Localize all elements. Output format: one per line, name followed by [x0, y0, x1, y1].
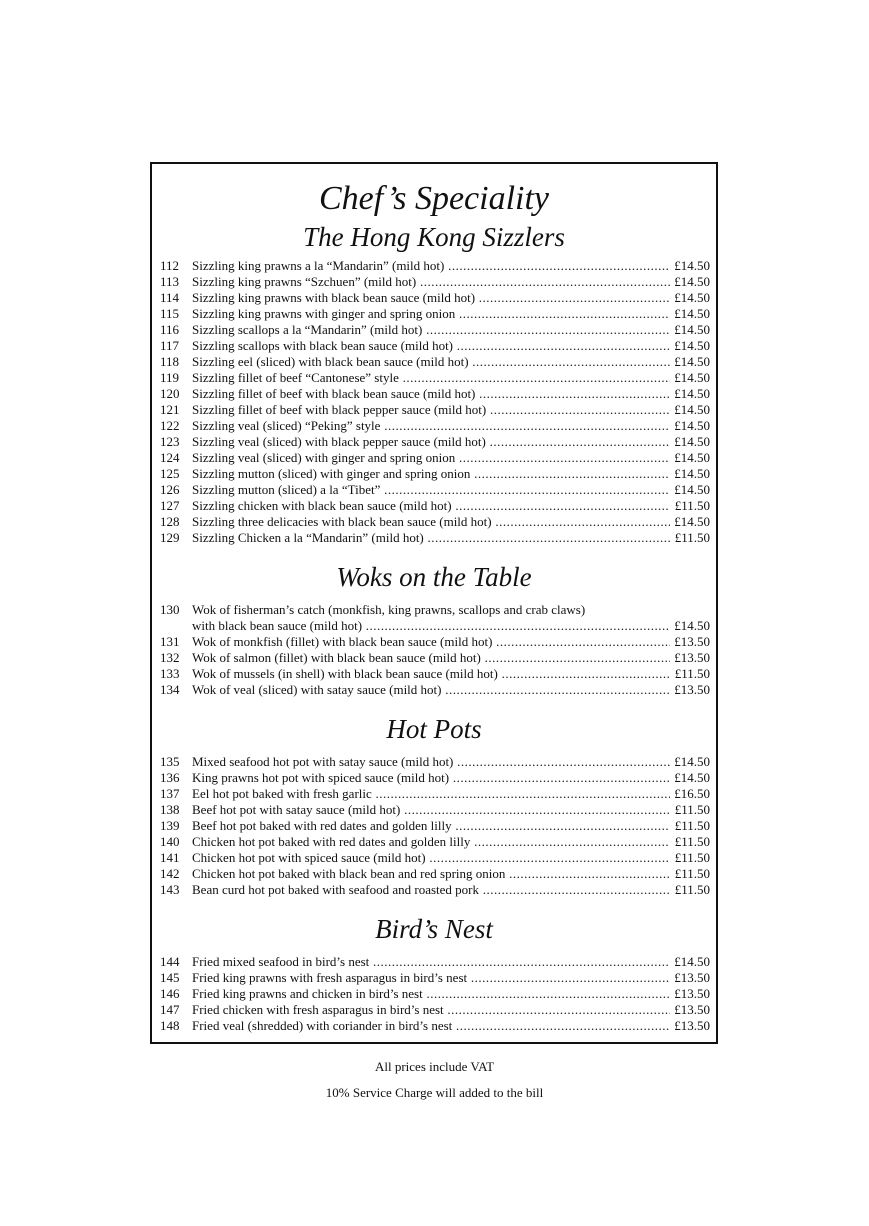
item-name: Sizzling king prawns a la “Mandarin” (mild hot) ..... [192, 258, 670, 274]
item-number: 114 [160, 290, 180, 305]
item-number: 142 [160, 866, 180, 881]
menu-item [160, 1002, 710, 1018]
section-title-woks: Woks on the Table [336, 562, 532, 592]
item-price: £14.50 [670, 290, 710, 306]
item-price: £13.50 [670, 1002, 710, 1018]
item-name: Wok of salmon (fillet) with black bean sauce (mild hot) ..... [192, 650, 670, 666]
item-number: 121 [160, 402, 180, 417]
section-title-sizzlers: The Hong Kong Sizzlers [303, 222, 565, 252]
item-name: Bean curd hot pot baked with seafood and roasted pork ..... [192, 882, 670, 898]
menu-item [160, 866, 710, 882]
menu-item [160, 650, 710, 666]
item-name: Sizzling eel (sliced) with black bean sauce (mild hot) ..... [192, 354, 670, 370]
item-number: 128 [160, 514, 180, 529]
item-number: 124 [160, 450, 180, 465]
item-price: £11.50 [670, 882, 710, 898]
item-price: £11.50 [670, 498, 710, 514]
item-name: Sizzling fillet of beef “Cantonese” style ..... [192, 370, 670, 386]
item-number: 127 [160, 498, 180, 513]
item-price: £14.50 [670, 482, 710, 498]
service-charge-note: 10% Service Charge will added to the bill [325, 1085, 544, 1100]
birds-nest-list [160, 954, 710, 1034]
item-price: £14.50 [670, 514, 710, 530]
item-number: 138 [160, 802, 180, 817]
menu-item [160, 402, 710, 418]
item-price: £14.50 [670, 466, 710, 482]
item-number: 118 [160, 354, 180, 369]
item-number: 125 [160, 466, 180, 481]
item-name: Chicken hot pot baked with red dates and golden lilly ..... [192, 834, 670, 850]
menu-item [160, 850, 710, 866]
menu-item [160, 306, 710, 322]
item-name: Sizzling three delicacies with black bean sauce (mild hot) ..... [192, 514, 670, 530]
menu-item [160, 1018, 710, 1034]
item-number: 117 [160, 338, 180, 353]
item-name: with black bean sauce (mild hot) ..... [192, 618, 670, 634]
item-number: 130 [160, 602, 180, 617]
menu-item [160, 274, 710, 290]
menu-item [160, 354, 710, 370]
item-name: Fried mixed seafood in bird’s nest ..... [192, 954, 670, 970]
item-name: Sizzling veal (sliced) “Peking” style ..... [192, 418, 670, 434]
item-number: 123 [160, 434, 180, 449]
item-name: Sizzling veal (sliced) with black pepper sauce (mild hot) ..... [192, 434, 670, 450]
item-name: Fried king prawns with fresh asparagus in bird’s nest ..... [192, 970, 670, 986]
menu-item [160, 482, 710, 498]
menu-item [160, 770, 710, 786]
item-number: 148 [160, 1018, 180, 1033]
item-price: £14.50 [670, 434, 710, 450]
item-name: Sizzling mutton (sliced) a la “Tibet” ..... [192, 482, 670, 498]
item-price: £11.50 [670, 866, 710, 882]
item-name: Wok of fisherman’s catch (monkfish, king prawns, scallops and crab claws) [192, 602, 586, 617]
item-price: £14.50 [670, 770, 710, 786]
item-number: 126 [160, 482, 180, 497]
item-price: £11.50 [670, 850, 710, 866]
menu-item [160, 786, 710, 802]
menu-item [160, 818, 710, 834]
sizzlers-list [160, 258, 710, 546]
item-name: Beef hot pot baked with red dates and golden lilly ..... [192, 818, 670, 834]
item-name: Eel hot pot baked with fresh garlic ..... [192, 786, 670, 802]
menu-item [160, 882, 710, 898]
menu-item [160, 682, 710, 698]
item-number: 133 [160, 666, 180, 681]
menu-item [160, 322, 710, 338]
menu-item [160, 386, 710, 402]
item-number: 129 [160, 530, 180, 545]
item-number: 144 [160, 954, 180, 969]
menu-item [160, 498, 710, 514]
menu-item [160, 602, 710, 618]
item-price: £14.50 [670, 954, 710, 970]
menu-item [160, 986, 710, 1002]
menu-item [160, 634, 710, 650]
item-price: £14.50 [670, 754, 710, 770]
menu-item [160, 530, 710, 546]
section-title-hot-pots: Hot Pots [386, 714, 482, 744]
item-name: Sizzling king prawns with black bean sauce (mild hot) ..... [192, 290, 670, 306]
vat-note: All prices include VAT [374, 1059, 495, 1074]
item-name: Sizzling mutton (sliced) with ginger and spring onion ..... [192, 466, 670, 482]
item-name: Sizzling scallops a la “Mandarin” (mild hot) ..... [192, 322, 670, 338]
item-price: £14.50 [670, 258, 710, 274]
item-price: £14.50 [670, 418, 710, 434]
item-price: £14.50 [670, 274, 710, 290]
item-price: £13.50 [670, 1018, 710, 1034]
item-price: £11.50 [670, 530, 710, 546]
item-name: Wok of mussels (in shell) with black bean sauce (mild hot) ..... [192, 666, 670, 682]
item-price: £11.50 [670, 666, 710, 682]
item-name: Sizzling scallops with black bean sauce (mild hot) ..... [192, 338, 670, 354]
item-price: £13.50 [670, 634, 710, 650]
menu-item [160, 754, 710, 770]
item-number: 135 [160, 754, 180, 769]
item-number: 119 [160, 370, 180, 385]
menu-item-continuation [160, 618, 710, 634]
menu-item [160, 290, 710, 306]
item-name: Sizzling king prawns with ginger and spring onion ..... [192, 306, 670, 322]
item-name: Sizzling veal (sliced) with ginger and spring onion ..... [192, 450, 670, 466]
item-name: Sizzling fillet of beef with black bean sauce (mild hot) ..... [192, 386, 670, 402]
item-number: 115 [160, 306, 180, 321]
menu-title: Chef’s Speciality [318, 180, 550, 217]
item-number: 122 [160, 418, 180, 433]
menu-item [160, 434, 710, 450]
woks-list [160, 602, 710, 698]
menu-item [160, 258, 710, 274]
item-name: Wok of veal (sliced) with satay sauce (mild hot) ..... [192, 682, 670, 698]
item-number: 147 [160, 1002, 180, 1017]
item-name: Mixed seafood hot pot with satay sauce (mild hot) ..... [192, 754, 670, 770]
item-number: 143 [160, 882, 180, 897]
item-name: Fried chicken with fresh asparagus in bird’s nest ..... [192, 1002, 670, 1018]
item-name: Sizzling fillet of beef with black pepper sauce (mild hot) ..... [192, 402, 670, 418]
item-number: 139 [160, 818, 180, 833]
item-price: £14.50 [670, 618, 710, 634]
item-name: Fried king prawns and chicken in bird’s nest ..... [192, 986, 670, 1002]
item-name: Chicken hot pot with spiced sauce (mild hot) ..... [192, 850, 670, 866]
section-title-birds-nest: Bird’s Nest [375, 914, 493, 944]
item-number: 113 [160, 274, 180, 289]
item-number: 141 [160, 850, 180, 865]
menu-item [160, 666, 710, 682]
item-price: £13.50 [670, 650, 710, 666]
item-price: £14.50 [670, 338, 710, 354]
item-price: £13.50 [670, 682, 710, 698]
menu-item [160, 954, 710, 970]
item-number: 131 [160, 634, 180, 649]
item-price: £14.50 [670, 306, 710, 322]
item-name: Chicken hot pot baked with black bean and red spring onion ..... [192, 866, 670, 882]
menu-item [160, 970, 710, 986]
item-price: £13.50 [670, 986, 710, 1002]
item-price: £16.50 [670, 786, 710, 802]
item-price: £11.50 [670, 834, 710, 850]
item-price: £11.50 [670, 802, 710, 818]
item-name: Fried veal (shredded) with coriander in bird’s nest ..... [192, 1018, 670, 1034]
item-name: Sizzling chicken with black bean sauce (mild hot) ..... [192, 498, 670, 514]
menu-item [160, 514, 710, 530]
item-number: 137 [160, 786, 180, 801]
item-name: Sizzling Chicken a la “Mandarin” (mild hot) ..... [192, 530, 670, 546]
item-number: 112 [160, 258, 180, 273]
item-name: Wok of monkfish (fillet) with black bean sauce (mild hot) ..... [192, 634, 670, 650]
menu-item [160, 418, 710, 434]
menu-frame [150, 162, 718, 1044]
item-price: £14.50 [670, 370, 710, 386]
item-price: £14.50 [670, 322, 710, 338]
item-number: 134 [160, 682, 180, 697]
item-name: King prawns hot pot with spiced sauce (mild hot) ..... [192, 770, 670, 786]
item-price: £11.50 [670, 818, 710, 834]
item-number: 132 [160, 650, 180, 665]
item-number: 136 [160, 770, 180, 785]
item-price: £14.50 [670, 450, 710, 466]
item-number: 116 [160, 322, 180, 337]
item-price: £14.50 [670, 386, 710, 402]
item-number: 146 [160, 986, 180, 1001]
menu-item [160, 450, 710, 466]
item-price: £14.50 [670, 402, 710, 418]
hot-pots-list [160, 754, 710, 898]
menu-item [160, 466, 710, 482]
item-name: Beef hot pot with satay sauce (mild hot) ..... [192, 802, 670, 818]
menu-item [160, 802, 710, 818]
item-price: £14.50 [670, 354, 710, 370]
item-number: 145 [160, 970, 180, 985]
menu-item [160, 370, 710, 386]
menu-item [160, 834, 710, 850]
item-number: 120 [160, 386, 180, 401]
item-name: Sizzling king prawns “Szchuen” (mild hot) ..... [192, 274, 670, 290]
menu-item [160, 338, 710, 354]
item-number: 140 [160, 834, 180, 849]
item-price: £13.50 [670, 970, 710, 986]
